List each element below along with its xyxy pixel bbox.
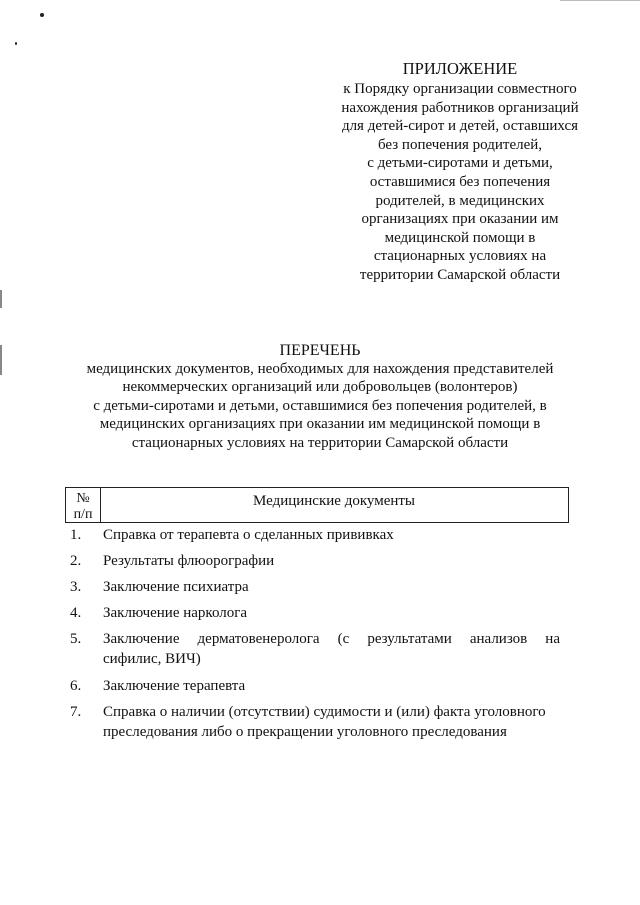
appendix-line: с детьми-сиротами и детьми,	[367, 155, 553, 172]
scan-edge-mark	[0, 345, 2, 375]
item-text: Результаты флюорографии	[103, 553, 275, 569]
item-text: Заключение терапевта	[103, 678, 246, 694]
scan-speck	[40, 13, 44, 17]
item-text: Заключение психиатра	[103, 579, 249, 595]
item-number: 1.	[70, 527, 82, 543]
item-number: 3.	[70, 579, 82, 595]
appendix-line: стационарных условиях на	[373, 248, 547, 265]
item-text: Заключение нарколога	[103, 605, 248, 621]
column-header-documents: Медицинские документы	[252, 493, 416, 509]
appendix-line: родителей, в медицинских	[375, 192, 545, 209]
document-title-block	[60, 341, 580, 452]
item-number: 5.	[70, 631, 82, 647]
item-text	[103, 702, 560, 742]
appendix-line: территории Самарской области	[359, 266, 561, 283]
item-number: 4.	[70, 605, 82, 621]
item-number: 6.	[70, 678, 82, 694]
appendix-line: оставшимися без попечения	[369, 173, 551, 190]
column-header-number-line1: №	[76, 491, 90, 506]
appendix-line: организациях при оказании им	[361, 211, 559, 228]
appendix-line: медицинской помощи в	[384, 229, 536, 246]
title-line: с детьми-сиротами и детьми, оставшимися без попечения родителей, в	[93, 397, 547, 414]
appendix-block	[318, 58, 602, 285]
appendix-line: без попечения родителей,	[377, 136, 543, 153]
scan-edge-mark	[0, 290, 2, 308]
item-text	[103, 629, 560, 669]
table-header	[65, 487, 569, 523]
scan-edge-line	[560, 0, 640, 1]
title-line: некоммерческих организаций или добровольцев (волонтеров)	[122, 379, 518, 396]
column-header-number-line2: п/п	[73, 507, 93, 522]
appendix-line: нахождения работников организаций	[341, 99, 579, 116]
item-text: Справка от терапевта о сделанных прививках	[103, 527, 394, 543]
item-number: 7.	[70, 704, 82, 720]
appendix-heading: ПРИЛОЖЕНИЕ	[402, 59, 518, 78]
column-header-number	[66, 491, 100, 523]
item-text-line1: Справка о наличии (отсутствии) судимости и (или) факта уголовного	[103, 704, 546, 720]
title-line: стационарных условиях на территории Самарской области	[131, 434, 509, 451]
item-text-line1: Заключение дерматовенеролога (с результатами анализов на	[103, 631, 560, 647]
appendix-line: к Порядку организации совместного	[343, 81, 577, 97]
item-text-line2: сифилис, ВИЧ)	[103, 651, 201, 667]
title-line: медицинских документов, необходимых для нахождения представителей	[86, 361, 554, 377]
item-text-line2: преследования либо о прекращении уголовного преследования	[103, 724, 507, 740]
document-title: ПЕРЕЧЕНЬ	[279, 342, 361, 359]
appendix-line: для детей-сирот и детей, оставшихся	[341, 118, 579, 135]
item-number: 2.	[70, 553, 82, 569]
title-line: медицинских организациях при оказании им медицинской помощи в	[99, 416, 541, 433]
scan-speck	[15, 42, 17, 45]
